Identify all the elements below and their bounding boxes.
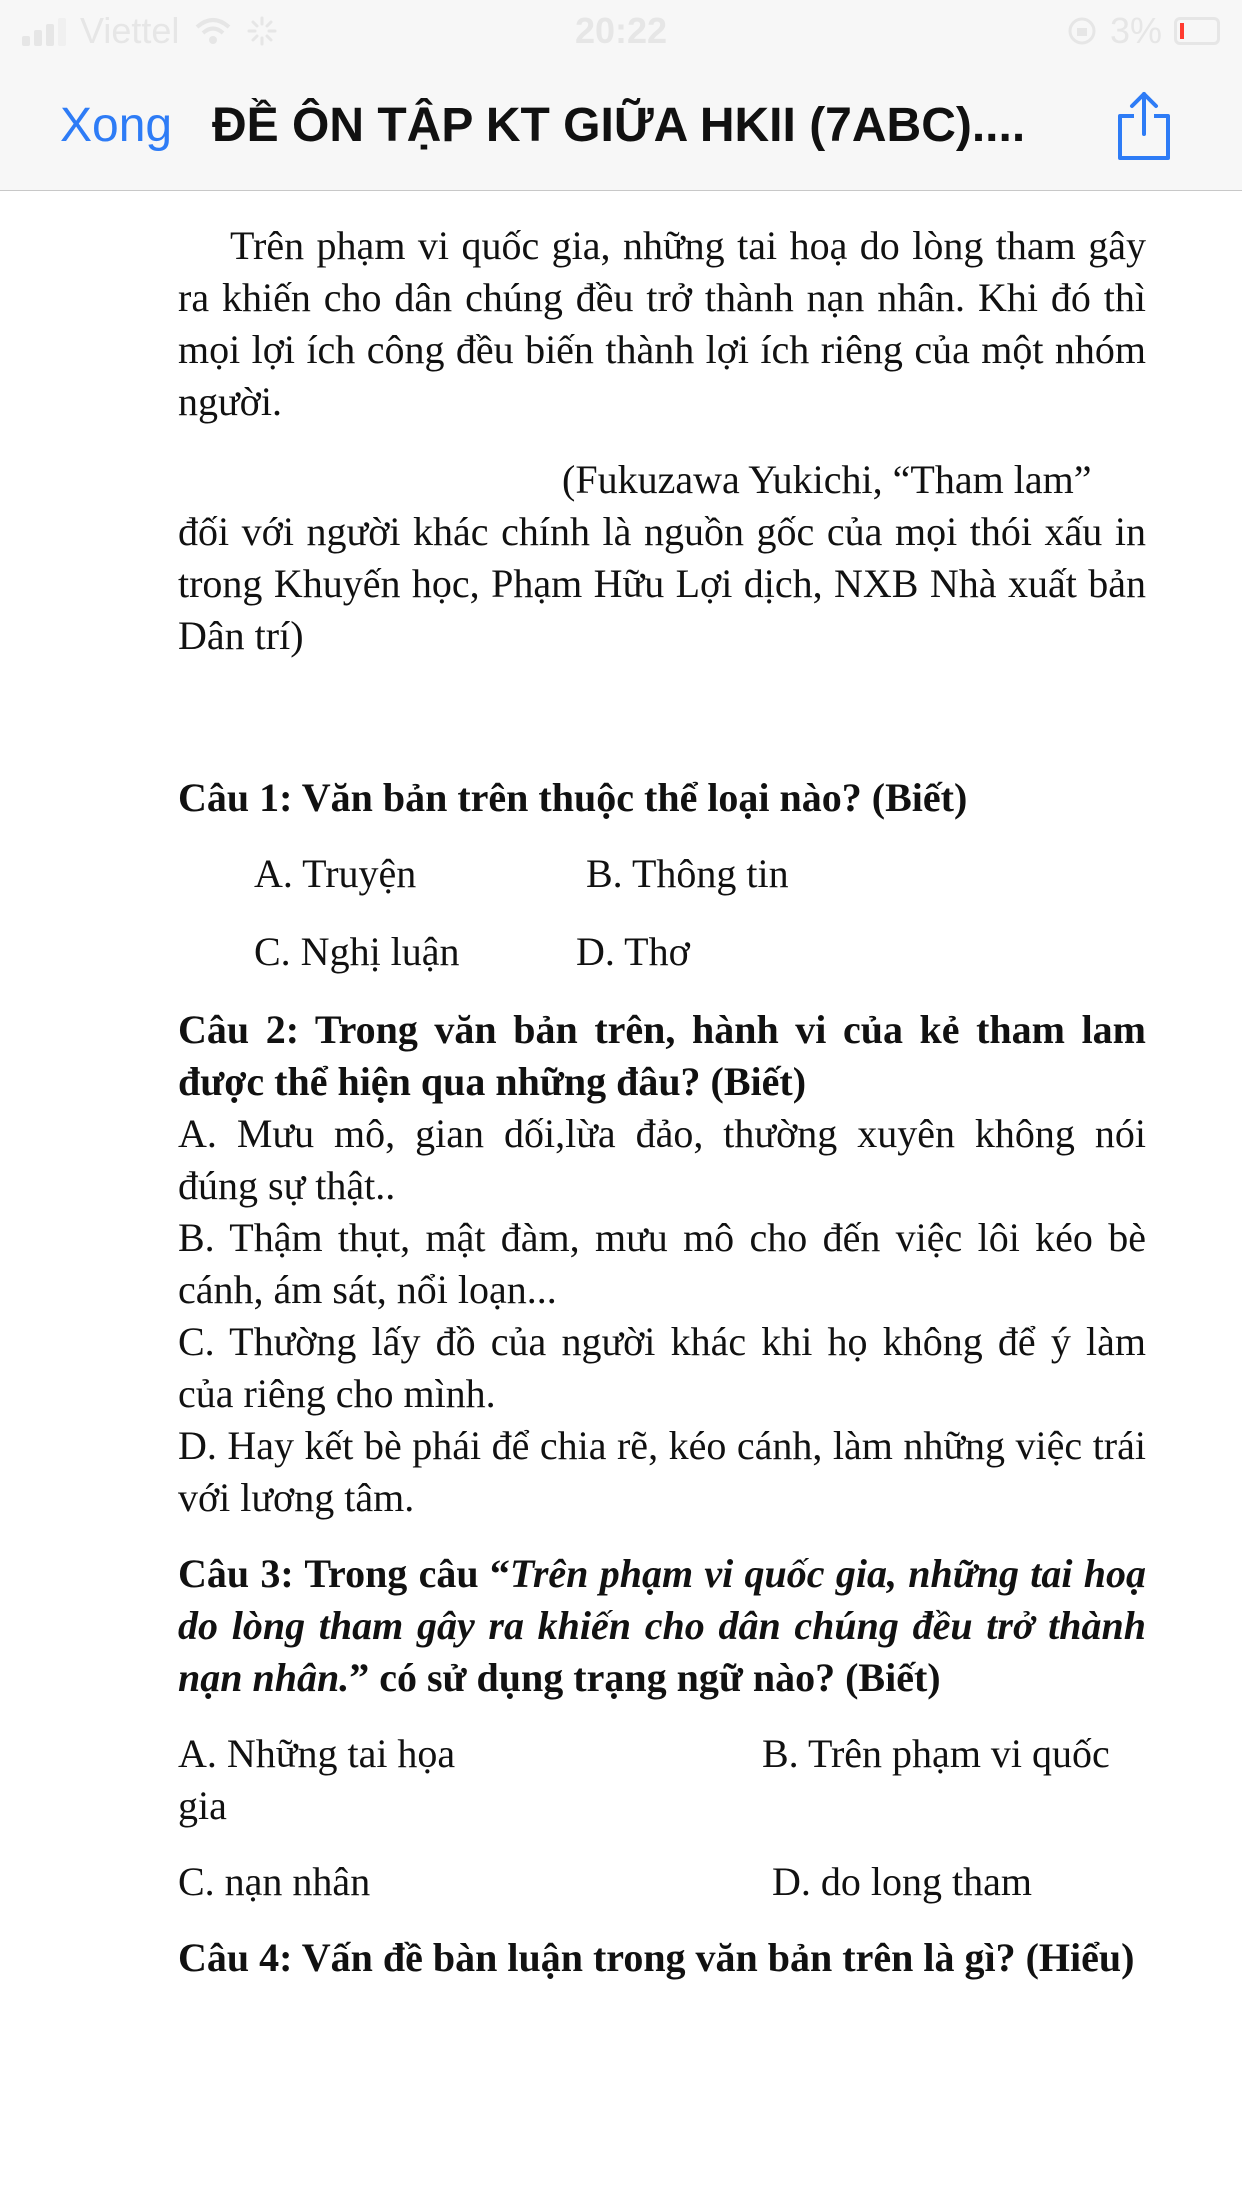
question-3 [178,1548,1146,1704]
question-1: Câu 1: Văn bản trên thuộc thể loại nào? (Biết) [178,775,968,820]
status-bar [0,0,1242,62]
q3-option-a: A. Những tai họa [178,1731,456,1776]
passage-paragraph: Trên phạm vi quốc gia, những tai hoạ do lòng tham gây ra khiến cho dân chúng đều trở thành nạn nhân. Khi đó thì mọi lợi ích công đều biến thành lợi ích riêng của một nhóm người. [178,223,1146,424]
q3-option-b-continuation: gia [178,1783,227,1828]
question-2: Câu 2: Trong văn bản trên, hành vi của kẻ tham lam được thể hiện qua những đâu? (Biết) [178,1007,1146,1104]
citation-continuation: đối với người khác chính là nguồn gốc của mọi thói xấu in trong Khuyến học, Phạm Hữu Lợi dịch, NXB Nhà xuất bản Dân trí) [178,509,1146,658]
q3-prefix: Câu 3: Trong câu “ [178,1551,510,1596]
navigation-bar [0,62,1242,190]
done-button[interactable]: Xong [60,99,173,152]
q3-option-b: B. Trên phạm vi quốc [762,1731,1110,1776]
question-4: Câu 4: Vấn đề bàn luận trong văn bản trên là gì? (Hiểu) [178,1935,1135,1980]
document-title: ĐỀ ÔN TẬP KT GIỮA HKII (7ABC).... [212,99,1026,152]
q1-option-d: D. Thơ [576,929,690,974]
top-bar [0,0,1242,191]
share-icon[interactable] [1112,88,1176,164]
status-right [1066,10,1220,52]
q3-suffix: ” có sử dụng trạng ngữ nào? (Biết) [349,1655,941,1700]
q1-options-row-1 [178,824,1146,902]
orientation-lock-icon [1066,15,1098,47]
battery-icon [1174,17,1220,45]
q3-options-row-1 [178,1704,1146,1780]
q1-option-a: A. Truyện [254,851,417,896]
document-content [178,220,1146,1984]
carrier-label: Viettel [80,10,180,51]
q2-option-c: C. Thường lấy đồ của người khác khi họ không để ý làm của riêng cho mình. [178,1319,1146,1416]
q2-option-d: D. Hay kết bè phái để chia rẽ, kéo cánh, làm những việc trái với lương tâm. [178,1423,1146,1520]
q3-option-d: D. do long tham [772,1859,1032,1904]
q1-option-b: B. Thông tin [586,851,789,896]
q3-quote: Trên phạm vi quốc gia, những tai hoạ do lòng tham gây ra khiến cho dân chúng đều trở thành nạn nhân. [178,1551,1147,1700]
battery-percent: 3% [1109,10,1162,51]
q1-options-row-2 [178,902,1146,980]
q2-option-a: A. Mưu mô, gian dối,lừa đảo, thường xuyên không nói đúng sự thật.. [178,1111,1146,1208]
status-time: 20:22 [574,10,668,51]
citation-line: (Fukuzawa Yukichi, “Tham lam” [562,457,1092,502]
q3-option-c: C. nạn nhân [178,1859,371,1904]
q1-option-c: C. Nghị luận [254,929,460,974]
q2-option-b: B. Thậm thụt, mật đàm, mưu mô cho đến việc lôi kéo bè cánh, ám sát, nổi loạn... [178,1215,1146,1312]
q3-options-row-2 [178,1832,1146,1908]
